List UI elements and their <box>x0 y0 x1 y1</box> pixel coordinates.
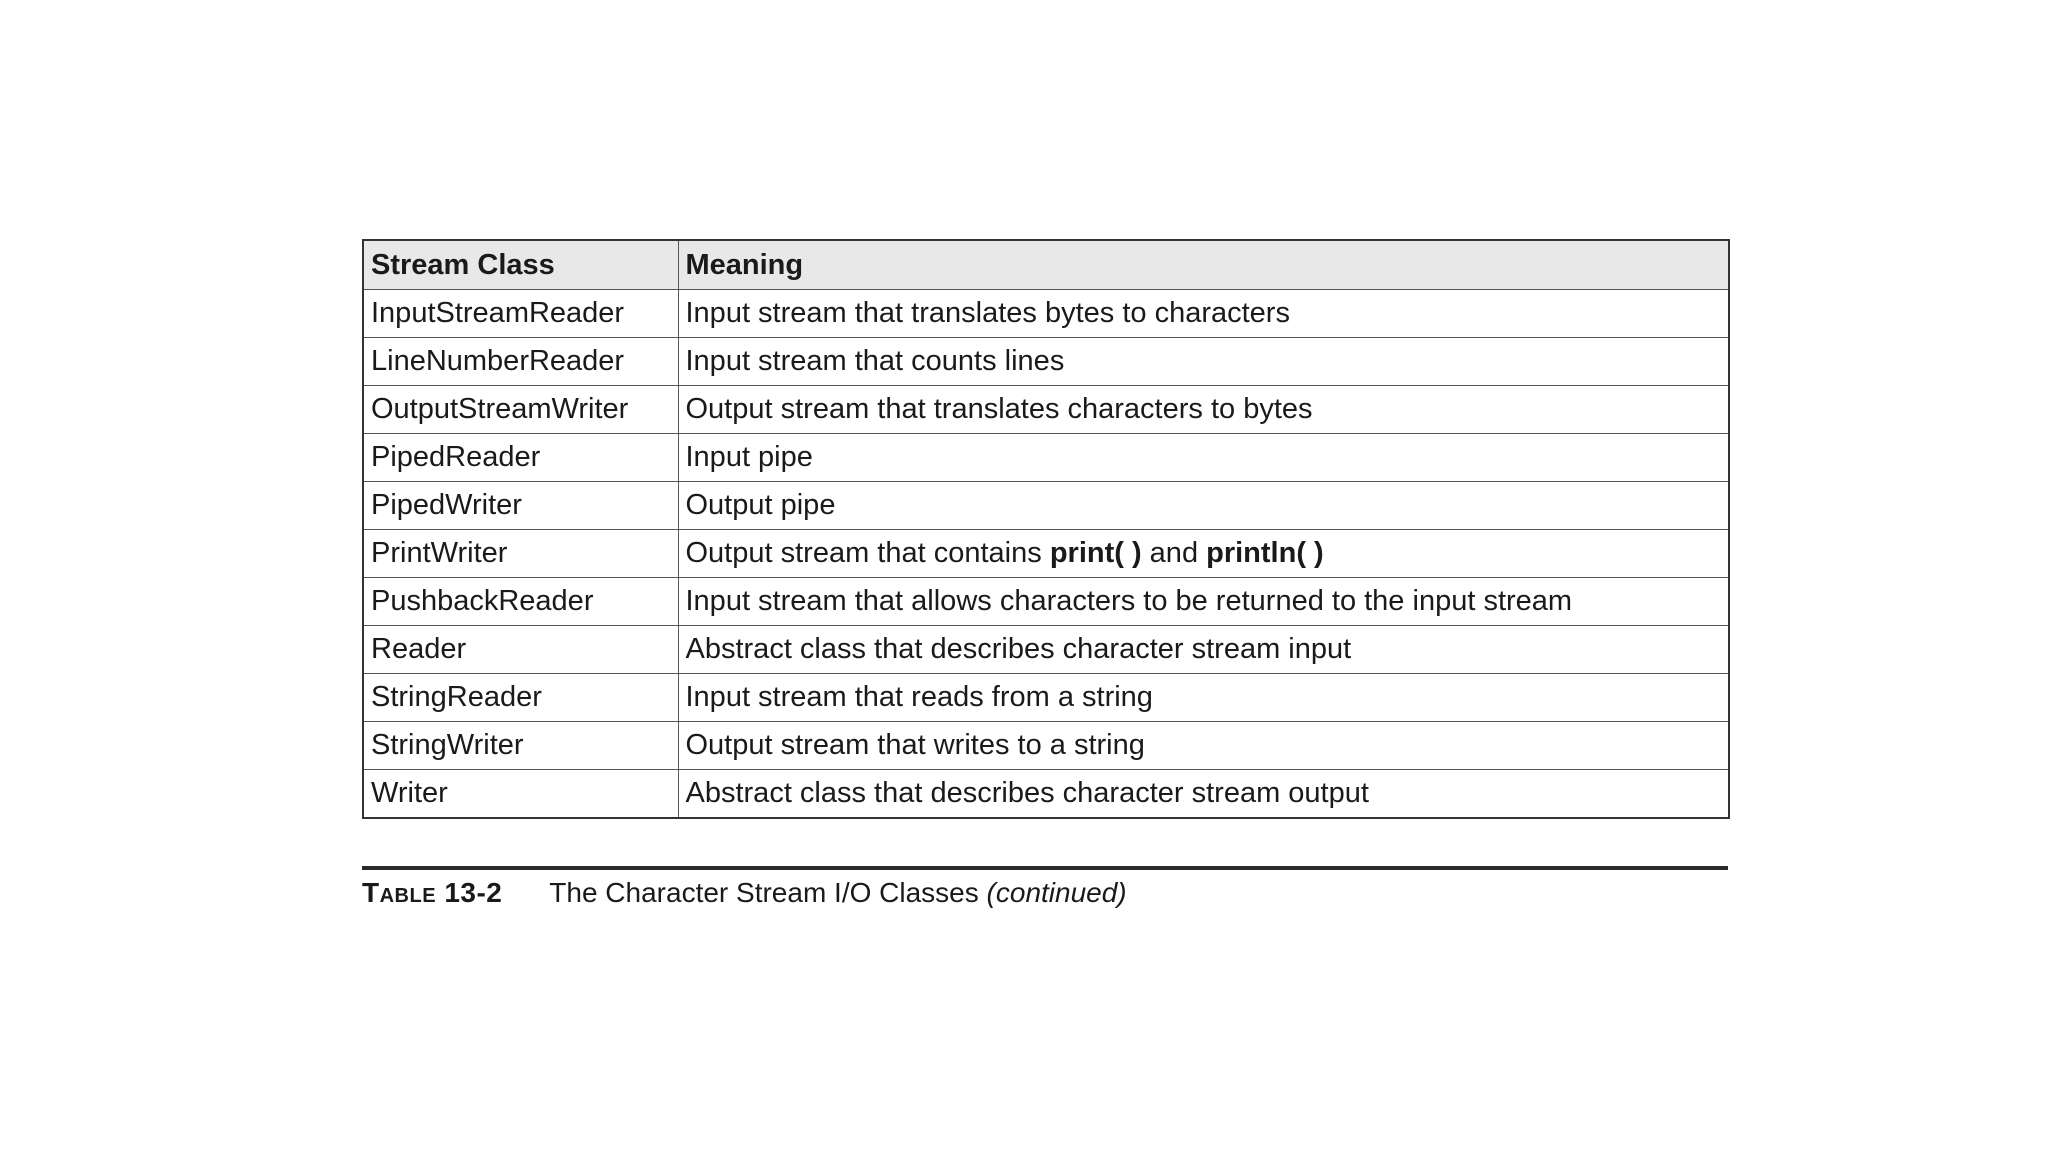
header-meaning: Meaning <box>678 240 1729 290</box>
cell-meaning: Output stream that translates characters to bytes <box>678 386 1729 434</box>
cell-stream-class: PushbackReader <box>363 578 678 626</box>
header-stream-class: Stream Class <box>363 240 678 290</box>
cell-meaning: Input stream that counts lines <box>678 338 1729 386</box>
method-print: print( ) <box>1049 537 1142 569</box>
cell-stream-class: OutputStreamWriter <box>363 386 678 434</box>
caption-label: Table 13-2 <box>362 877 503 908</box>
table-header-row <box>363 240 1729 290</box>
cell-stream-class: PipedWriter <box>363 482 678 530</box>
caption-divider <box>362 866 1728 870</box>
cell-meaning: Input stream that translates bytes to characters <box>678 290 1729 338</box>
table-row <box>363 674 1729 722</box>
cell-meaning: Input stream that reads from a string <box>678 674 1729 722</box>
stream-class-table <box>362 239 1730 819</box>
table-row <box>363 626 1729 674</box>
table-row <box>363 482 1729 530</box>
cell-stream-class: PrintWriter <box>363 530 678 578</box>
cell-stream-class: PipedReader <box>363 434 678 482</box>
table-row <box>363 530 1729 578</box>
cell-meaning: Input stream that allows characters to be returned to the input stream <box>678 578 1729 626</box>
cell-meaning: Input pipe <box>678 434 1729 482</box>
cell-meaning: Output pipe <box>678 482 1729 530</box>
caption-note: (continued) <box>986 877 1127 908</box>
cell-stream-class: InputStreamReader <box>363 290 678 338</box>
meaning-text: Output stream that contains <box>685 537 1050 569</box>
cell-stream-class: StringReader <box>363 674 678 722</box>
cell-meaning: Output stream that writes to a string <box>678 722 1729 770</box>
method-println: println( ) <box>1206 537 1324 569</box>
cell-stream-class: Writer <box>363 770 678 819</box>
cell-stream-class: Reader <box>363 626 678 674</box>
table-row <box>363 290 1729 338</box>
table-body <box>363 290 1729 819</box>
table-row <box>363 770 1729 819</box>
meaning-text: and <box>1141 537 1207 569</box>
table-caption <box>362 873 1728 913</box>
caption-title: The Character Stream I/O Classes <box>549 877 979 908</box>
stream-class-table-container <box>362 239 1728 819</box>
table-row <box>363 722 1729 770</box>
cell-meaning: Abstract class that describes character stream output <box>678 770 1729 819</box>
cell-meaning <box>678 530 1729 578</box>
table-row <box>363 386 1729 434</box>
table-row <box>363 338 1729 386</box>
cell-stream-class: StringWriter <box>363 722 678 770</box>
cell-stream-class: LineNumberReader <box>363 338 678 386</box>
table-row <box>363 578 1729 626</box>
table-header <box>363 240 1729 290</box>
cell-meaning: Abstract class that describes character stream input <box>678 626 1729 674</box>
table-row <box>363 434 1729 482</box>
